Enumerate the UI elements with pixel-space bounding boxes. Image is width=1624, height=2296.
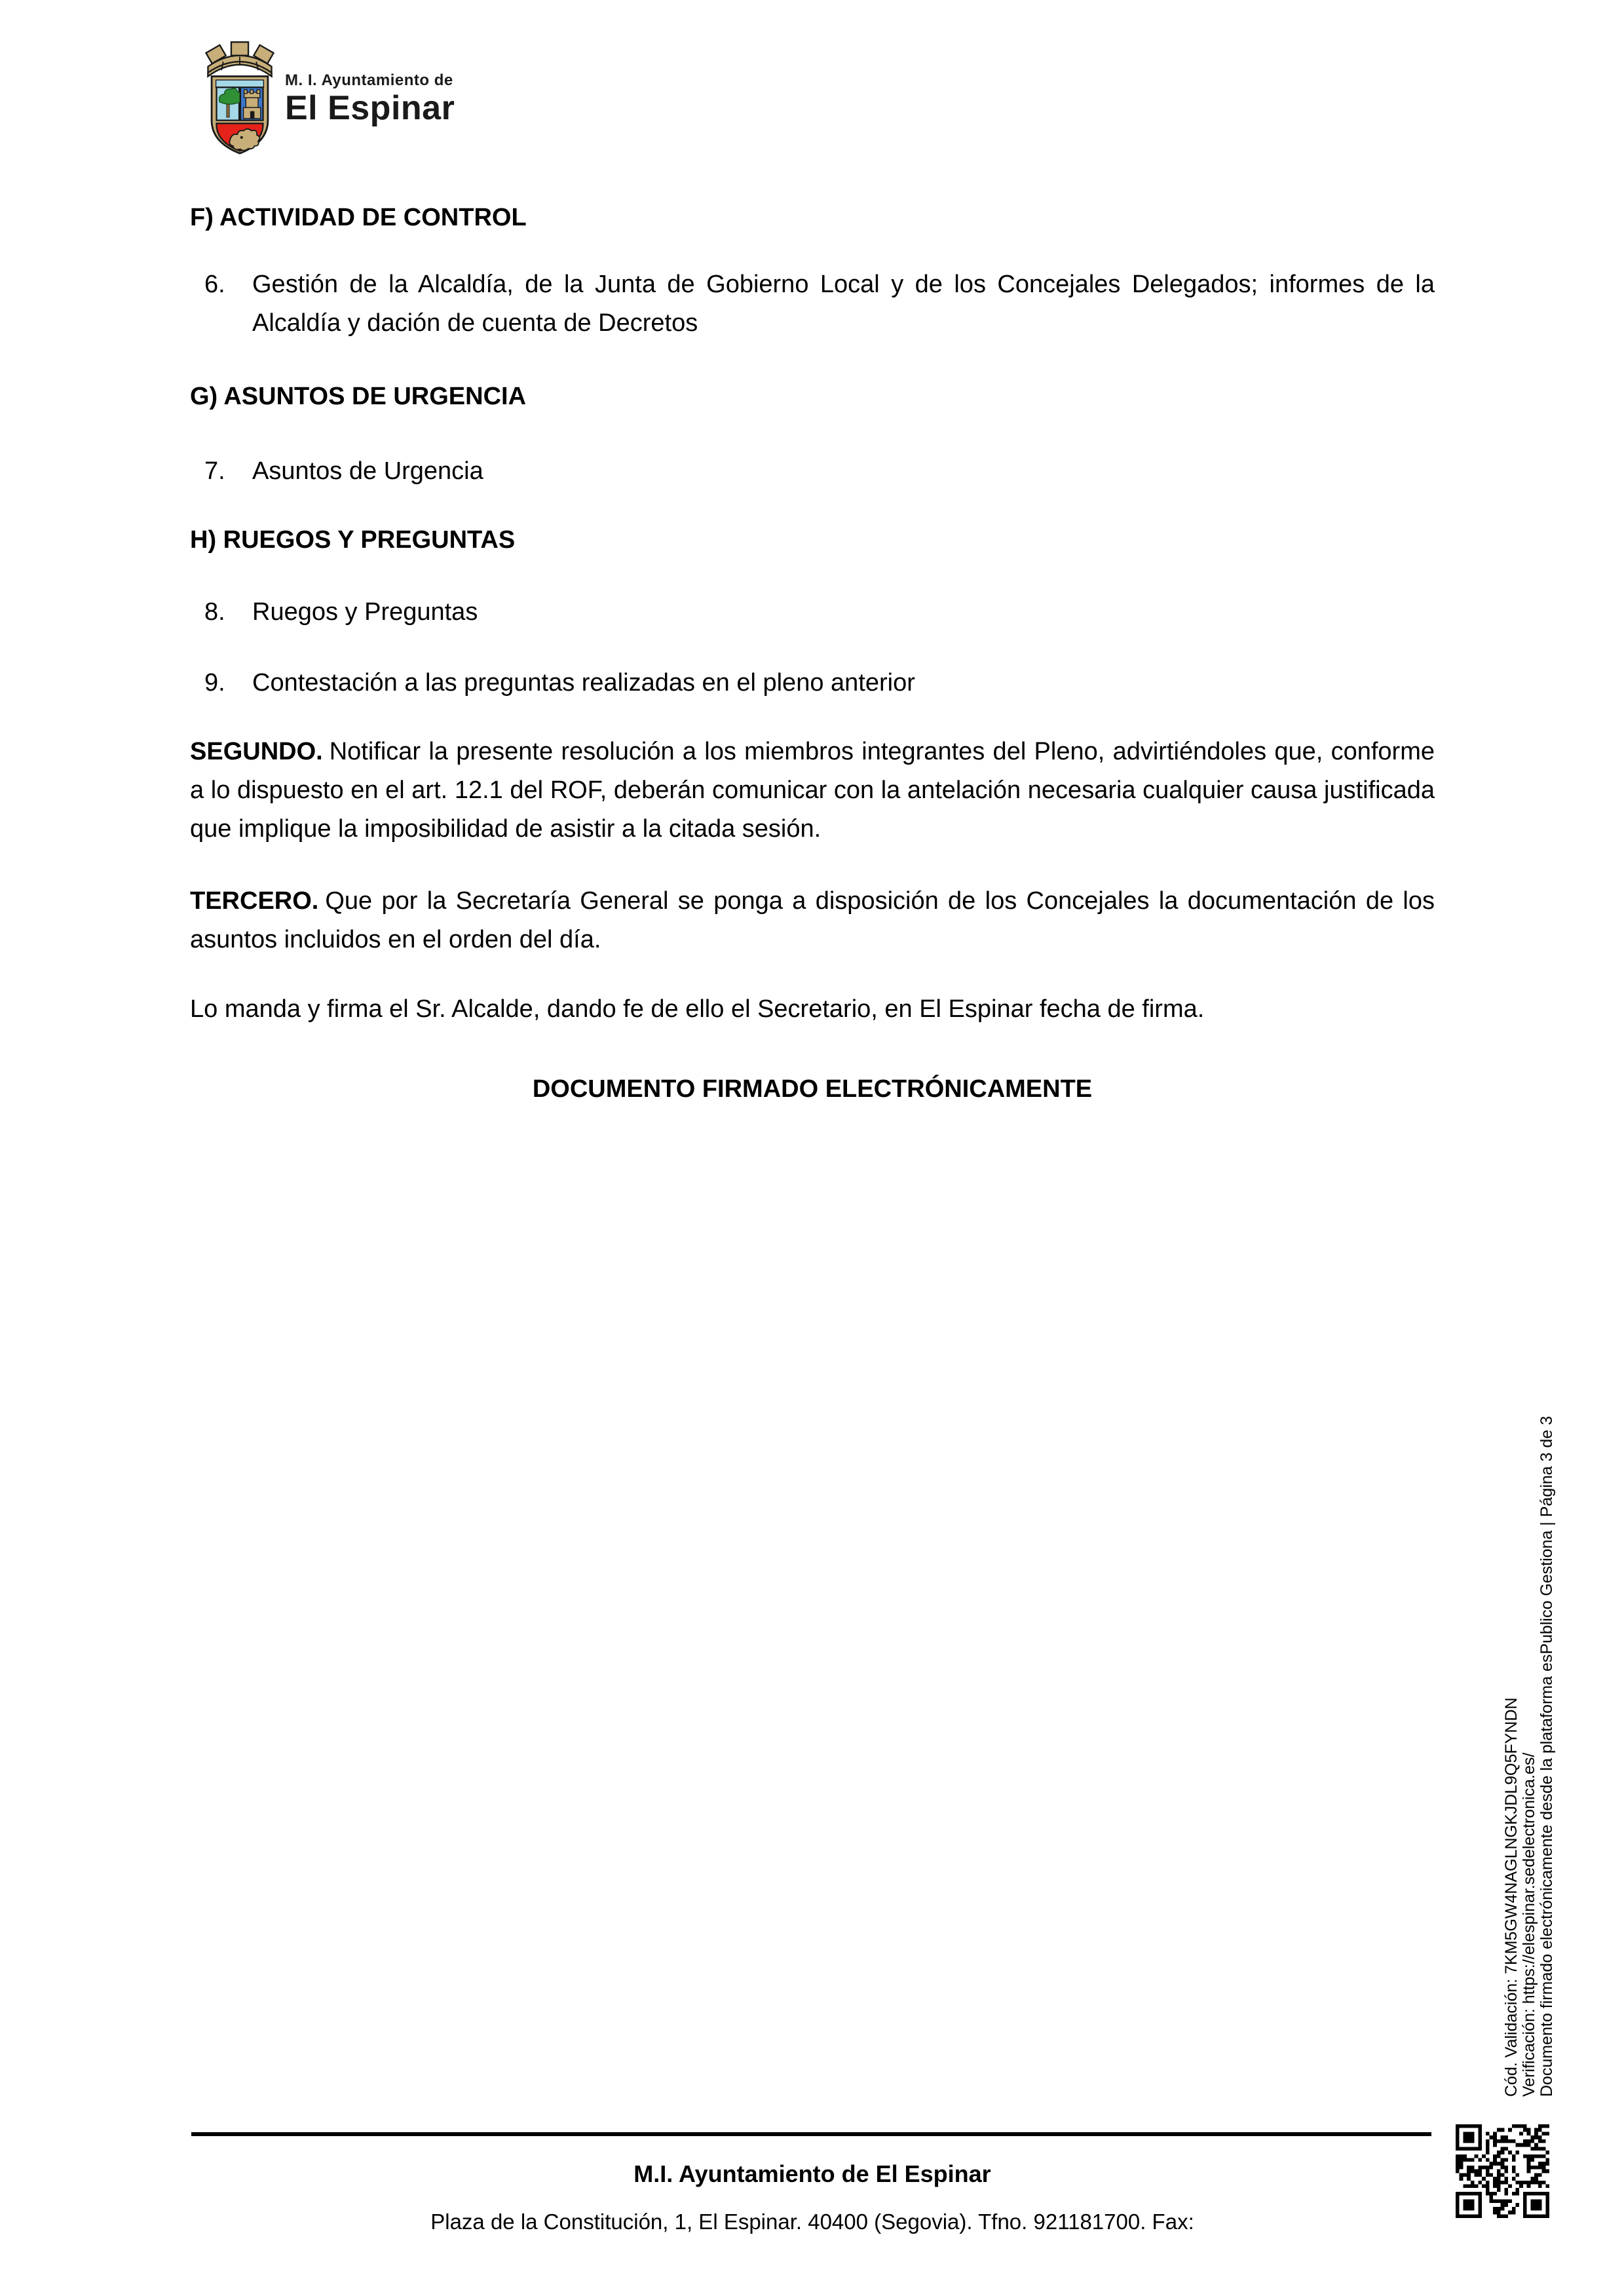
ayuntamiento-logo	[190, 37, 596, 164]
paragraph-tercero	[190, 882, 1435, 959]
coat-of-arms-icon	[203, 37, 276, 164]
list-item-7	[190, 452, 1435, 491]
signed-electronically-line: DOCUMENTO FIRMADO ELECTRÓNICAMENTE	[532, 1075, 1093, 1103]
paragraph-segundo	[190, 733, 1435, 849]
list-item-8-text: Ruegos y Preguntas	[252, 598, 478, 626]
logo-org-name: El Espinar	[285, 89, 455, 127]
logo-org-prefix: M. I. Ayuntamiento de	[285, 71, 453, 89]
paragraph-tercero-text: Que por la Secretaría General se ponga a disposición de los Concejales la documentación de los asuntos incluidos en el orden del día.	[190, 887, 1435, 953]
footer-address: Plaza de la Constitución, 1, El Espinar. 40400 (Segovia). Tfno. 921181700. Fax:	[430, 2210, 1194, 2234]
verification-url: Verificación: https://elespinar.sedelectronica.es/	[1520, 1752, 1538, 2097]
list-item-8	[190, 593, 1435, 632]
paragraph-lo-manda: Lo manda y firma el Sr. Alcalde, dando fe de ello el Secretario, en El Espinar fecha de firma.	[190, 995, 1205, 1023]
paragraph-segundo-text: Notificar la presente resolución a los miembros integrantes del Pleno, advirtiéndoles que, conforme a lo dispuesto en el art. 12.1 del ROF, deberán comunicar con la antelación necesaria cualquier causa justificada que implique la imposibilidad de asistir a la citada sesión.	[190, 738, 1435, 843]
footer-divider	[191, 2132, 1431, 2136]
platform-page-info: Documento firmado electrónicamente desde la plataforma esPublico Gestiona | Página 3 de 3	[1538, 1415, 1556, 2097]
section-heading-f: F) ACTIVIDAD DE CONTROL	[190, 204, 527, 231]
qr-code	[1456, 2124, 1549, 2218]
footer-organization: M.I. Ayuntamiento de El Espinar	[633, 2160, 991, 2187]
list-item-7-number: 7.	[204, 457, 225, 485]
list-item-9-number: 9.	[204, 669, 225, 697]
paragraph-tercero-lead: TERCERO.	[190, 887, 319, 915]
list-item-9-text: Contestación a las preguntas realizadas en el pleno anterior	[252, 669, 915, 697]
section-heading-g: G) ASUNTOS DE URGENCIA	[190, 383, 527, 410]
logo-text	[285, 71, 455, 126]
list-item-6-text: Gestión de la Alcaldía, de la Junta de Gobierno Local y de los Concejales Delegados; informes de la Alcaldía y dación de cuenta de Decretos	[252, 271, 1435, 337]
list-item-7-text: Asuntos de Urgencia	[252, 457, 483, 485]
paragraph-segundo-lead: SEGUNDO.	[190, 738, 323, 765]
list-item-9	[190, 664, 1435, 702]
list-item-8-number: 8.	[204, 598, 225, 626]
certification-margin-text	[1503, 1416, 1556, 2097]
section-heading-h: H) RUEGOS Y PREGUNTAS	[190, 526, 516, 554]
list-item-6-number: 6.	[204, 271, 225, 298]
list-item-6	[190, 265, 1435, 343]
validation-code: Cód. Validación: 7KM5GW4NAGLNGKJDL9Q5FYNDN	[1502, 1697, 1520, 2097]
